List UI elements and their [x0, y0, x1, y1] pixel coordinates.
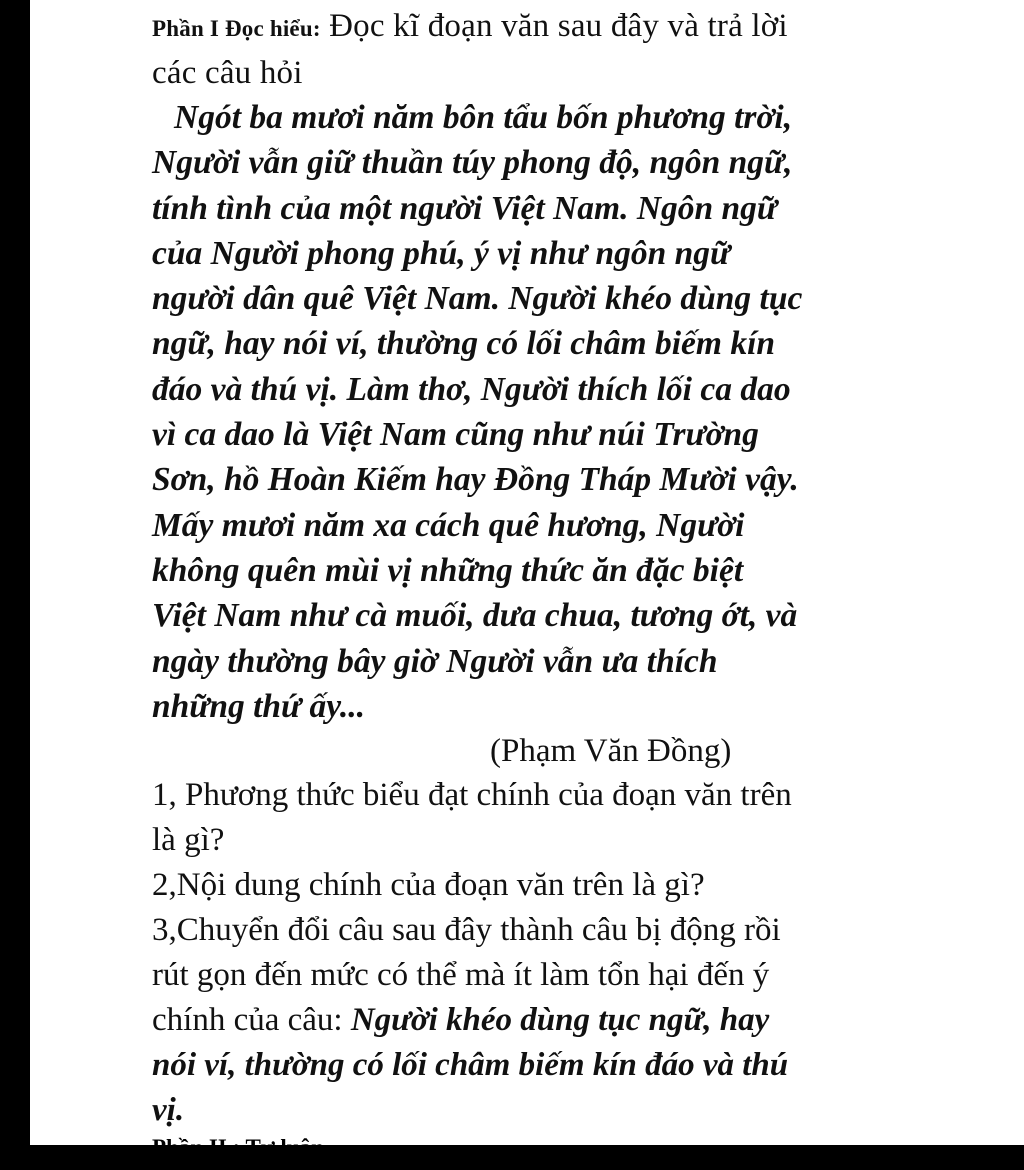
question-2-text: 2,Nội dung chính của đoạn văn trên là gì? [152, 867, 705, 904]
passage-line: không quên mùi vị những thức ăn đặc biệt [152, 551, 744, 589]
question-1 [152, 773, 912, 863]
section2-label: Phần II : Tự luận [152, 1135, 324, 1160]
question-3-text-cont: rút gọn đến mức có thể mà ít làm tổn hại đến ý [152, 957, 770, 994]
document-content [152, 4, 912, 1133]
section1-instruction: Đọc kĩ đoạn văn sau đây và trả lời [320, 8, 788, 44]
section1-instruction-cont: các câu hỏi [152, 55, 303, 91]
question-3 [152, 908, 912, 1133]
question-3-quote-cont: nói ví, thường có lối châm biếm kín đáo và thú [152, 1047, 789, 1084]
passage-line: Mấy mươi năm xa cách quê hương, Người [152, 506, 745, 544]
question-1-text: 1, Phương thức biểu đạt chính của đoạn văn trên [152, 777, 792, 814]
question-3-text: 3,Chuyển đổi câu sau đây thành câu bị động rồi [152, 912, 781, 949]
passage-line: đáo và thú vị. Làm thơ, Người thích lối ca dao [152, 370, 791, 408]
question-2 [152, 863, 912, 908]
passage-line: người dân quê Việt Nam. Người khéo dùng tục [152, 280, 803, 318]
question-3-text-cont [152, 998, 912, 1043]
passage-line: Sơn, hồ Hoàn Kiếm hay Đồng Tháp Mười vậy. [152, 461, 799, 499]
passage-line: của Người phong phú, ý vị như ngôn ngữ [152, 234, 731, 272]
passage-line: ngày thường bây giờ Người vẫn ưa thích [152, 642, 718, 680]
passage-line: Ngót ba mươi năm bôn tẩu bốn phương trời, [174, 99, 793, 136]
question-3-prompt: chính của câu: [152, 1002, 351, 1039]
question-3-quote-end: vị. [152, 1092, 185, 1129]
passage-line: tính tình của một người Việt Nam. Ngôn ngữ [152, 189, 777, 227]
section2-heading-cutoff [152, 1126, 324, 1160]
passage-line: vì ca dao là Việt Nam cũng như núi Trường [152, 416, 759, 454]
reading-passage [152, 95, 912, 729]
passage-line: những thứ ấy... [152, 687, 365, 725]
passage-line: Việt Nam như cà muối, dưa chua, tương ớt, và [152, 597, 798, 635]
passage-line: ngữ, hay nói ví, thường có lối châm biếm kín [152, 325, 776, 363]
passage-line: Người vẫn giữ thuần túy phong độ, ngôn ngữ, [152, 144, 793, 182]
question-1-text-cont: là gì? [152, 822, 225, 859]
question-3-quote: Người khéo dùng tục ngữ, hay [350, 1002, 770, 1039]
passage-author: (Phạm Văn Đồng) [490, 733, 732, 770]
section1-heading [152, 4, 912, 95]
document-page [30, 0, 1024, 1160]
section1-label: Phần I Đọc hiểu: [152, 16, 321, 41]
